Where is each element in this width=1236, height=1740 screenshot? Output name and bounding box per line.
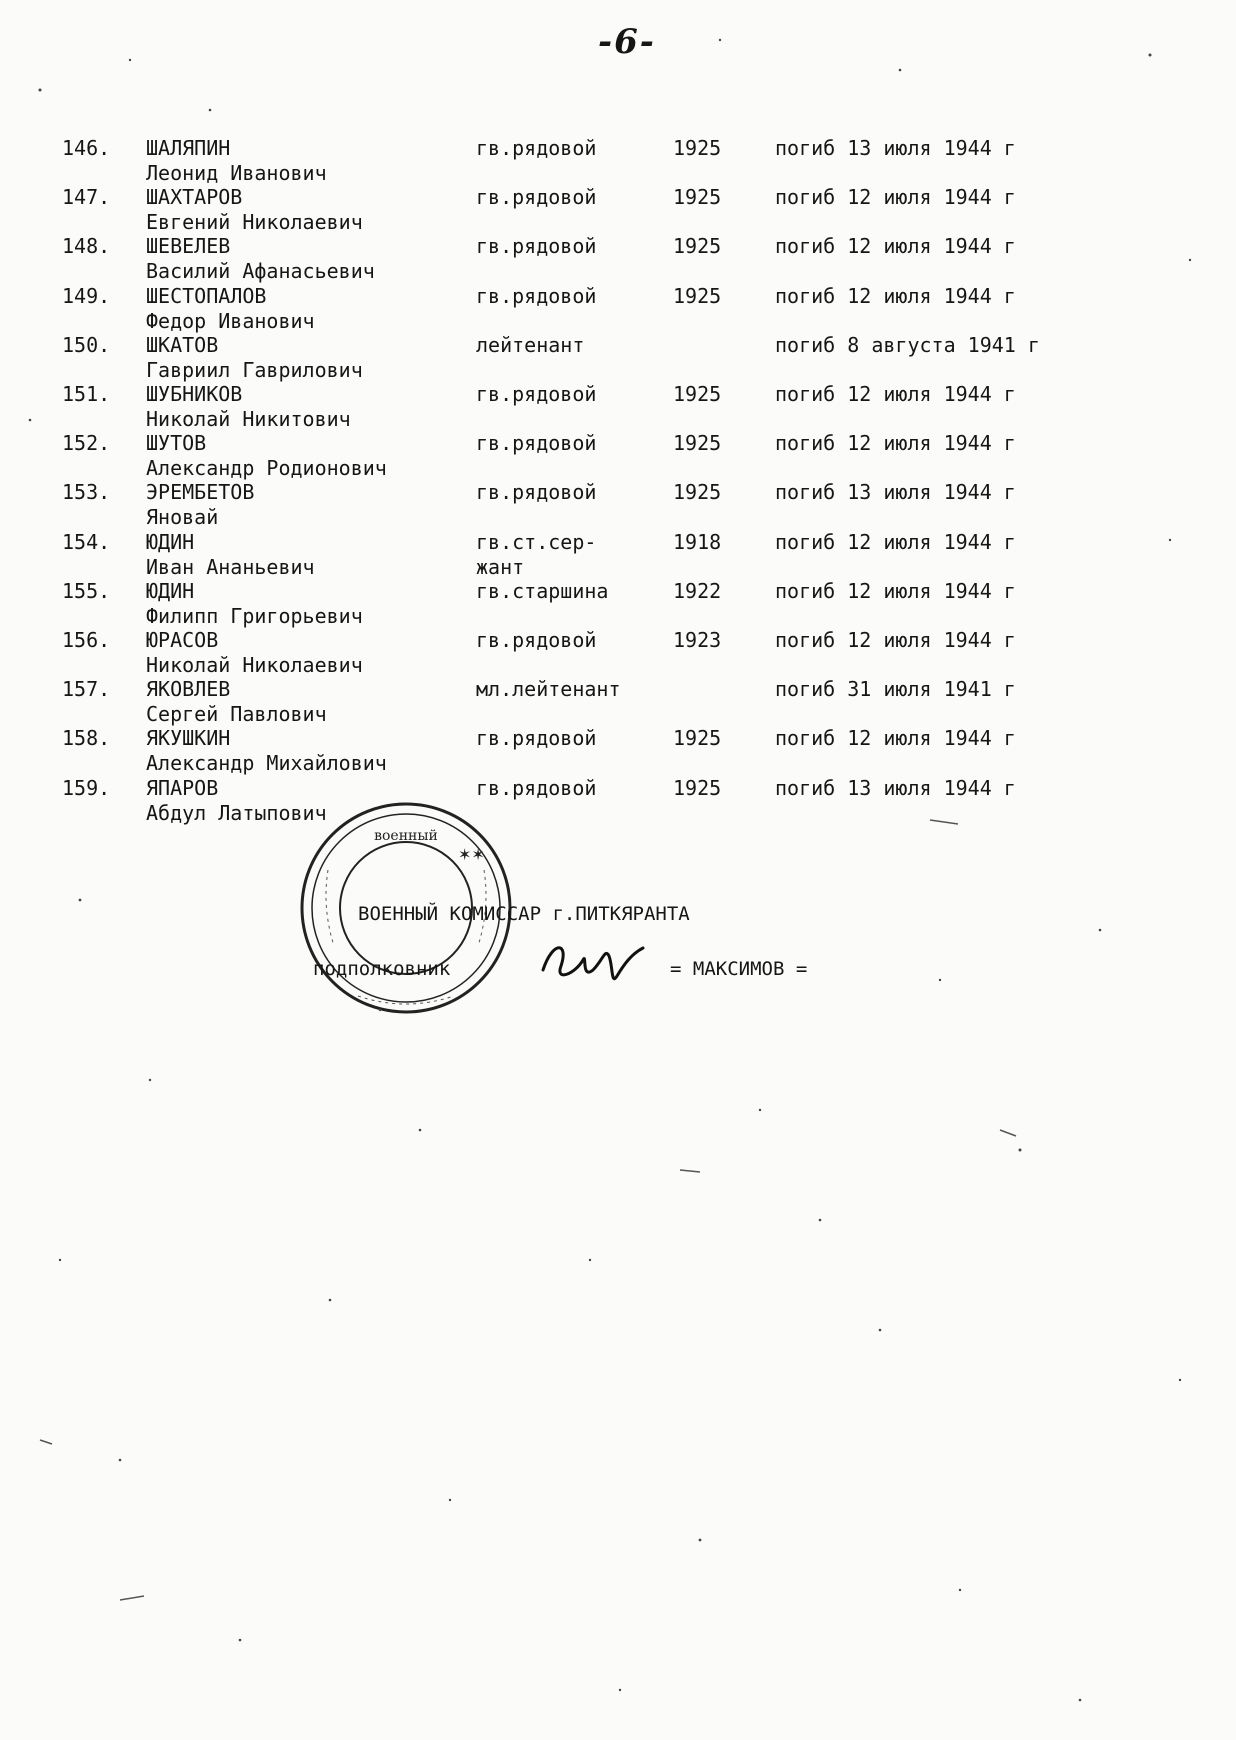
entry-fate: погиб 12 июля 1944 г bbox=[775, 283, 1016, 308]
entry-rank: гв.ст.сер- bbox=[476, 529, 597, 554]
entry-number: 157. bbox=[62, 677, 111, 702]
svg-text:✶✶: ✶✶ bbox=[458, 845, 485, 864]
entry-fate: погиб 12 июля 1944 г bbox=[775, 234, 1016, 259]
entry-surname: ШКАТОВ bbox=[146, 332, 219, 357]
entry-fate: погиб 12 июля 1944 г bbox=[775, 726, 1016, 751]
list-item bbox=[0, 726, 1236, 776]
entry-birth-year: 1925 bbox=[673, 726, 722, 751]
list-item bbox=[0, 431, 1236, 481]
entry-number: 158. bbox=[62, 726, 111, 751]
entry-rank: гв.рядовой bbox=[476, 283, 597, 308]
entry-birth-year: 1925 bbox=[673, 382, 722, 406]
entry-birth-year: 1925 bbox=[673, 234, 722, 259]
list-item bbox=[0, 234, 1236, 284]
list-item bbox=[0, 677, 1236, 727]
entry-birth-year: 1925 bbox=[673, 136, 722, 160]
entry-birth-year: 1922 bbox=[673, 578, 722, 603]
entry-rank: гв.рядовой bbox=[476, 234, 597, 259]
entry-rank: гв.рядовой bbox=[476, 628, 597, 652]
list-item bbox=[0, 333, 1236, 383]
entry-surname: ЮДИН bbox=[146, 529, 195, 554]
entry-birth-year: 1925 bbox=[673, 431, 722, 456]
list-item bbox=[0, 480, 1236, 530]
entry-number: 146. bbox=[62, 136, 111, 160]
entry-number: 153. bbox=[62, 480, 111, 505]
entry-rank: гв.старшина bbox=[476, 578, 609, 603]
entry-surname: ЯПАРОВ bbox=[146, 775, 219, 800]
entry-given-name: Яновай bbox=[146, 505, 219, 530]
list-item bbox=[0, 185, 1236, 235]
entry-birth-year: 1923 bbox=[673, 628, 722, 652]
entry-fate: погиб 12 июля 1944 г bbox=[775, 382, 1016, 406]
entry-fate: погиб 12 июля 1944 г bbox=[775, 578, 1016, 603]
entry-rank: гв.рядовой bbox=[476, 382, 597, 406]
entry-given-name: Николай Николаевич bbox=[146, 653, 363, 677]
list-item bbox=[0, 136, 1236, 186]
entry-surname: ЯКОВЛЕВ bbox=[146, 677, 231, 702]
entry-surname: ШУТОВ bbox=[146, 431, 207, 456]
entry-birth-year: 1925 bbox=[673, 185, 722, 210]
entry-rank: гв.рядовой bbox=[476, 480, 597, 505]
commissar-rank: подполковник bbox=[313, 958, 451, 980]
entry-fate: погиб 12 июля 1944 г bbox=[775, 431, 1016, 456]
handwritten-signature bbox=[535, 930, 655, 1000]
entry-surname: ЮДИН bbox=[146, 578, 195, 603]
entry-fate: погиб 13 июля 1944 г bbox=[775, 480, 1016, 505]
entry-given-name: Иван Ананьевич bbox=[146, 554, 315, 579]
entry-surname: ШЕВЕЛЕВ bbox=[146, 234, 231, 259]
list-item bbox=[0, 776, 1236, 826]
entry-fate: погиб 12 июля 1944 г bbox=[775, 529, 1016, 554]
list-item bbox=[0, 284, 1236, 334]
entry-rank: гв.рядовой bbox=[476, 185, 597, 210]
entry-surname: ШАХТАРОВ bbox=[146, 185, 243, 210]
entry-fate: погиб 13 июля 1944 г bbox=[775, 775, 1016, 800]
entry-birth-year: 1925 bbox=[673, 480, 722, 505]
entry-birth-year: 1918 bbox=[673, 529, 722, 554]
entry-given-name: Александр Михайлович bbox=[146, 751, 387, 776]
entry-given-name: Филипп Григорьевич bbox=[146, 603, 363, 628]
entry-given-name: Сергей Павлович bbox=[146, 702, 327, 727]
entry-rank: гв.рядовой bbox=[476, 136, 597, 160]
list-item bbox=[0, 579, 1236, 629]
entry-surname: ЭРЕМБЕТОВ bbox=[146, 480, 255, 505]
entry-rank: мл.лейтенант bbox=[476, 677, 621, 702]
entry-number: 149. bbox=[62, 283, 111, 308]
commissar-title: ВОЕННЫЙ КОМИССАР г.ПИТКЯРАНТА bbox=[358, 903, 690, 925]
list-item bbox=[0, 530, 1236, 580]
entry-given-name: Василий Афанасьевич bbox=[146, 259, 375, 284]
entry-rank: гв.рядовой bbox=[476, 775, 597, 800]
list-item bbox=[0, 382, 1236, 432]
entry-number: 152. bbox=[62, 431, 111, 456]
entry-surname: ЮРАСОВ bbox=[146, 628, 219, 652]
entry-surname: ШУБНИКОВ bbox=[146, 382, 243, 406]
entry-rank-continued: жант bbox=[476, 554, 525, 579]
page-number: -6- bbox=[598, 22, 656, 62]
entry-number: 154. bbox=[62, 529, 111, 554]
entry-number: 159. bbox=[62, 775, 111, 800]
entry-fate: погиб 31 июля 1941 г bbox=[775, 677, 1016, 702]
entry-birth-year: 1925 bbox=[673, 283, 722, 308]
entry-given-name: Леонид Иванович bbox=[146, 161, 327, 185]
entry-fate: погиб 8 августа 1941 г bbox=[775, 332, 1040, 357]
entry-birth-year: 1925 bbox=[673, 775, 722, 800]
entry-number: 151. bbox=[62, 382, 111, 406]
entry-given-name: Гавриил Гаврилович bbox=[146, 357, 363, 382]
list-item bbox=[0, 628, 1236, 678]
entry-given-name: Евгений Николаевич bbox=[146, 210, 363, 235]
entry-given-name: Абдул Латыпович bbox=[146, 800, 327, 825]
entry-given-name: Федор Иванович bbox=[146, 308, 315, 333]
entry-rank: гв.рядовой bbox=[476, 431, 597, 456]
entry-surname: ЯКУШКИН bbox=[146, 726, 231, 751]
commissar-name: = МАКСИМОВ = bbox=[670, 958, 808, 980]
entry-number: 155. bbox=[62, 578, 111, 603]
entry-surname: ШЕСТОПАЛОВ bbox=[146, 283, 267, 308]
entry-number: 147. bbox=[62, 185, 111, 210]
entry-fate: погиб 13 июля 1944 г bbox=[775, 136, 1016, 160]
entry-fate: погиб 12 июля 1944 г bbox=[775, 185, 1016, 210]
entry-number: 156. bbox=[62, 628, 111, 652]
entry-number: 150. bbox=[62, 332, 111, 357]
entry-given-name: Александр Родионович bbox=[146, 456, 387, 481]
entry-fate: погиб 12 июля 1944 г bbox=[775, 628, 1016, 652]
entry-number: 148. bbox=[62, 234, 111, 259]
entry-rank: лейтенант bbox=[476, 332, 585, 357]
entry-rank: гв.рядовой bbox=[476, 726, 597, 751]
entry-surname: ШАЛЯПИН bbox=[146, 136, 231, 160]
seal-text: военный bbox=[374, 828, 438, 844]
entry-given-name: Николай Никитович bbox=[146, 407, 351, 431]
